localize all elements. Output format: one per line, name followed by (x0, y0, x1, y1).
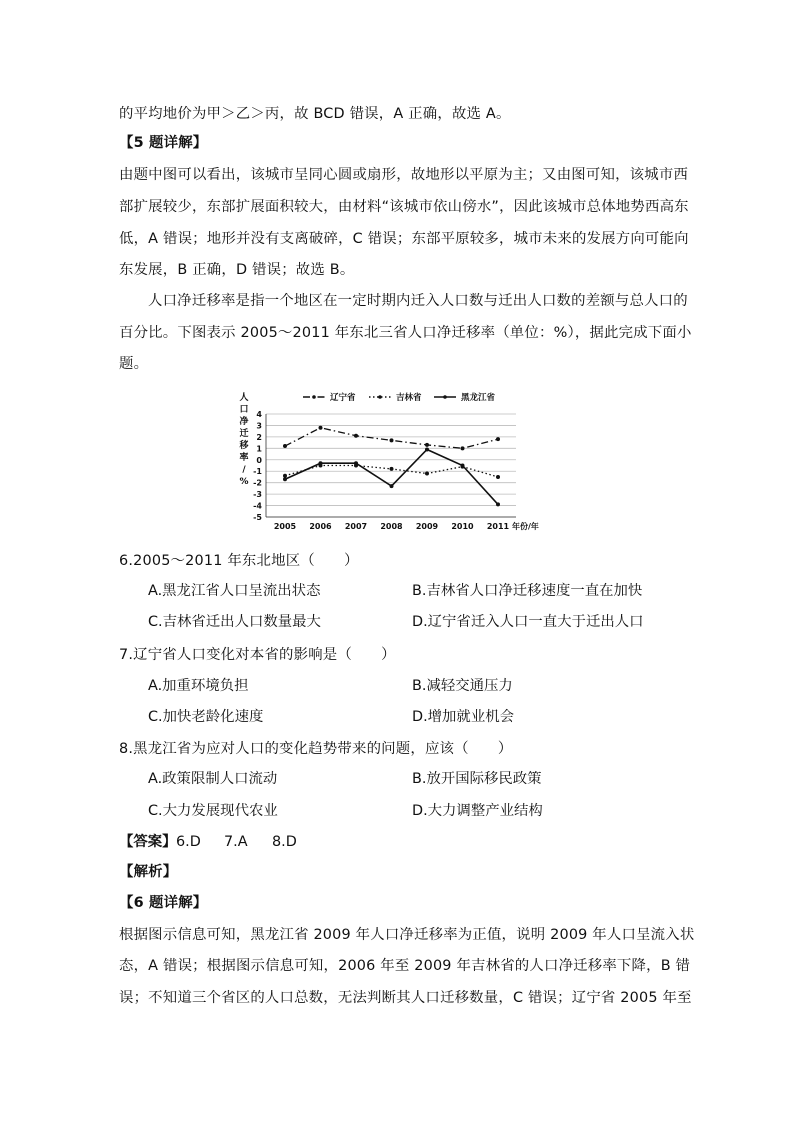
y-axis-label: 人口净迁移率/ % (239, 393, 249, 487)
x-axis (266, 517, 539, 531)
text-line: 题。 (119, 356, 149, 372)
question-6-option-b: B.吉林省人口净迁移速度一直在加快 (412, 583, 643, 599)
data-point (461, 446, 465, 450)
migration-rate-chart (226, 384, 556, 534)
question-6-stem: 6.2005～2011 年东北地区（ ） (119, 553, 359, 569)
question-6-option-a: A.黑龙江省人口呈流出状态 (148, 583, 321, 599)
data-point (496, 475, 500, 479)
y-tick-label: -1 (253, 467, 262, 477)
text-line: 低，A 错误；地形并没有支离破碎，C 错误；东部平原较多，城市未来的发展方向可能向 (119, 231, 689, 247)
analysis-heading: 【解析】 (119, 864, 178, 880)
data-point (461, 464, 465, 468)
data-point (354, 461, 358, 465)
y-tick-label: -3 (253, 490, 262, 500)
data-point (496, 502, 500, 506)
y-tick-label: 4 (256, 410, 262, 419)
data-point (283, 474, 287, 478)
data-point (283, 444, 287, 448)
data-point (425, 447, 429, 451)
text-line: 的平均地价为甲＞乙＞丙，故 BCD 错误，A 正确，故选 A。 (119, 106, 511, 122)
legend-label-3: 黑龙江省 (461, 393, 496, 403)
x-tick-label: 2005 (273, 522, 297, 531)
question-7-option-c: C.加快老龄化速度 (148, 709, 264, 725)
text-line: 误；不知道三个省区的人口总数，无法判断其人口迁移数量，C 错误；辽宁省 2005 年至 (119, 990, 692, 1006)
question-6-option-d: D.辽宁省迁入人口一直大于迁出人口 (412, 614, 644, 630)
y-tick-label: -2 (253, 478, 262, 488)
data-point (390, 438, 394, 442)
x-tick-label: 2008 (380, 522, 403, 531)
legend-label-1: 辽宁省 (330, 393, 356, 403)
text-line: 东发展，B 正确，D 错误；故选 B。 (119, 262, 355, 278)
answer-8: 8.D (272, 834, 297, 850)
x-axis-label: 年份/年 (512, 522, 539, 531)
legend-marker (378, 395, 382, 399)
x-tick-label: 2007 (344, 522, 368, 531)
x-tick-label: 2006 (309, 522, 332, 531)
section-heading: 【5 题详解】 (119, 135, 208, 151)
question-8-stem: 8.黑龙江省为应对人口的变化趋势带来的问题，应该（ ） (119, 741, 513, 757)
x-tick-label: 2011 (486, 522, 510, 531)
data-point (425, 472, 429, 476)
legend-marker (443, 395, 447, 399)
y-axis (253, 410, 266, 522)
text-line: 态，A 错误；根据图示信息可知，2006 年至 2009 年吉林省的人口净迁移率下降，B 错 (119, 958, 691, 974)
data-point (319, 426, 323, 430)
x-tick-label: 2009 (415, 522, 439, 531)
text-line: 人口净迁移率是指一个地区在一定时期内迁入人口数与迁出人口数的差额与总人口的 (148, 293, 688, 309)
answer-7: 7.A (224, 834, 248, 850)
question-7-option-d: D.增加就业机会 (412, 709, 514, 725)
y-tick-label: 0 (256, 455, 262, 465)
question-8-option-c: C.大力发展现代农业 (148, 803, 278, 819)
y-tick-label: -5 (253, 513, 262, 522)
data-point (319, 461, 323, 465)
y-tick-label: -4 (253, 501, 262, 511)
data-point (283, 477, 287, 481)
answer-6: 6.D (176, 834, 201, 850)
question-7-option-a: A.加重环境负担 (148, 678, 249, 694)
section-heading: 【6 题详解】 (119, 895, 208, 911)
series-line-3 (285, 449, 498, 504)
question-8-option-b: B.放开国际移民政策 (412, 771, 542, 787)
text-line: 由题中图可以看出，该城市呈同心圆或扇形，故地形以平原为主；又由图可知，该城市西 (119, 167, 689, 183)
data-point (390, 467, 394, 471)
answer-label: 【答案】 (119, 834, 177, 850)
text-line: 根据图示信息可知，黑龙江省 2009 年人口净迁移率为正值，说明 2009 年人口呈流入状 (119, 927, 695, 943)
question-8-option-a: A.政策限制人口流动 (148, 771, 278, 787)
data-point (390, 484, 394, 488)
question-7-option-b: B.减轻交通压力 (412, 678, 513, 694)
legend-marker (312, 395, 316, 399)
data-point (354, 434, 358, 438)
y-tick-label: 1 (256, 444, 262, 454)
chart-legend (303, 392, 496, 403)
series-line-1 (285, 428, 498, 449)
data-point (496, 437, 500, 441)
question-7-stem: 7.辽宁省人口变化对本省的影响是（ ） (119, 647, 396, 663)
legend-label-2: 吉林省 (396, 393, 422, 403)
question-6-option-c: C.吉林省迁出人口数量最大 (148, 614, 321, 630)
chart-grid (266, 414, 516, 517)
question-8-option-d: D.大力调整产业结构 (412, 803, 543, 819)
x-tick-label: 2010 (451, 522, 474, 531)
text-line: 百分比。下图表示 2005～2011 年东北三省人口净迁移率（单位：%），据此完成下面小 (119, 325, 692, 341)
text-line: 部扩展较少，东部扩展面积较大，由材料“该城市依山傍水”，因此该城市总体地势西高东 (119, 199, 689, 215)
data-point (425, 443, 429, 447)
y-tick-label: 2 (256, 432, 262, 442)
y-tick-label: 3 (256, 421, 262, 431)
